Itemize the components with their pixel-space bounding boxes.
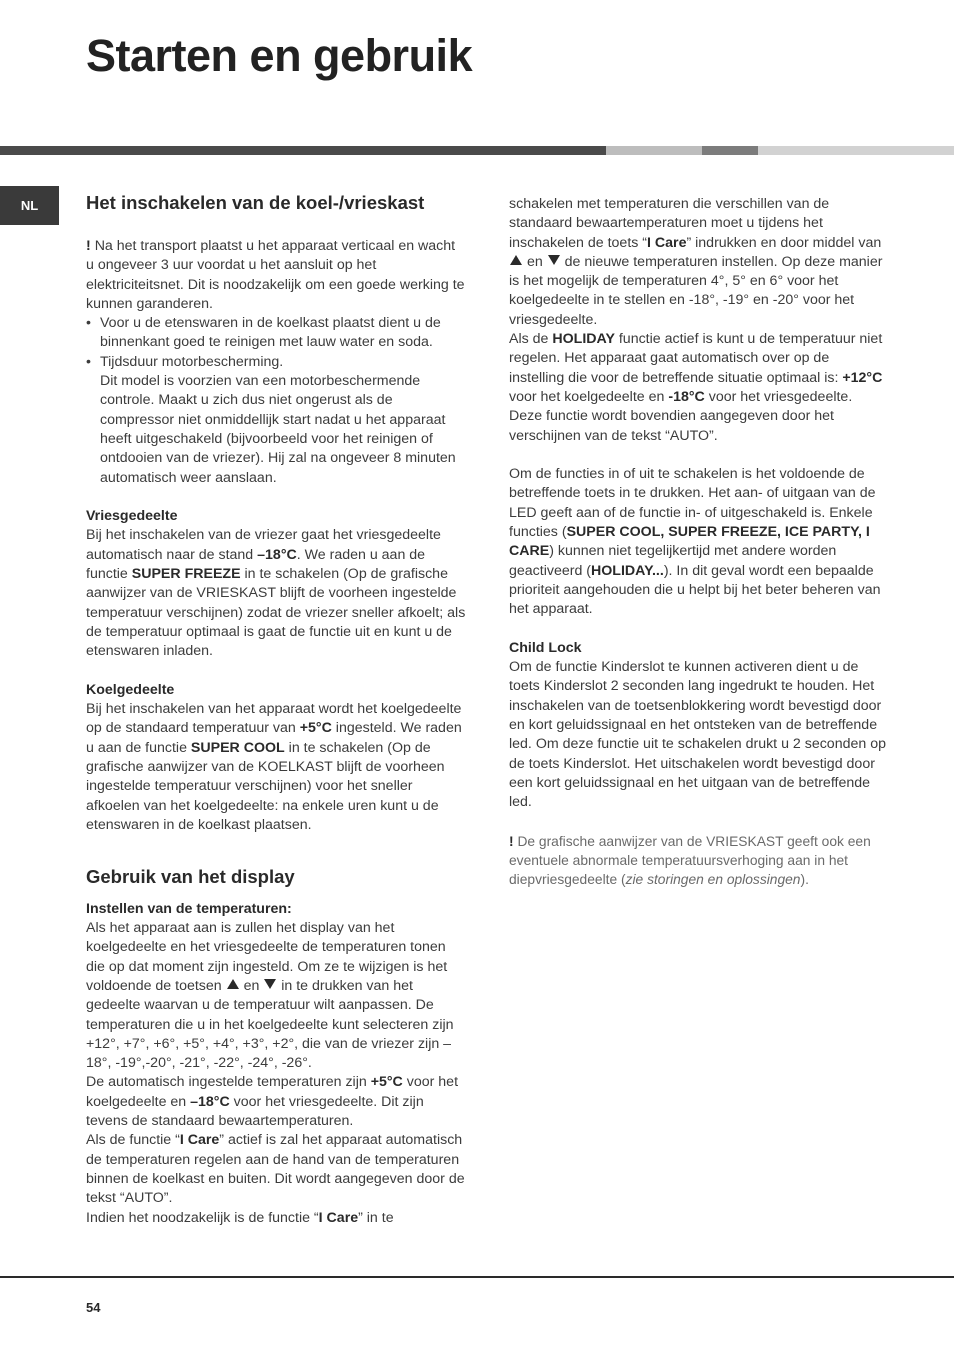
heading-fridge: Koelgedeelte: [86, 681, 175, 698]
child-lock-paragraph: Om de functie Kinderslot te kunnen activeren dient u de toets Kinderslot 2 seconden lang ingedrukt te houden. Het inschakelen van de toetsenblokkering wordt bevestigd door en kort geluidssignaal en het ontsteken van de betreffende led. Om deze functie uit te schakelen drukt u 2 seconden op de toets Kinderslot. Het uitschakelen wordt bevestigd door een kort geluidssignaal en het uitgaan van de betreffende led.: [509, 659, 886, 811]
warning-mark: !: [86, 238, 91, 254]
freezer-paragraph: Bij het inschakelen van de vriezer gaat het vriesgedeelte automatisch naar de stand –18°C. We raden u aan de functie SUPER FREEZE in te schakelen (Op de grafische aanwijzer van de VRIESKAST blijft de voorheen ingestelde temperatuur verschijnen) zodat de vriezer sneller afkoelt; als de temperatuur optimaal is gaat de functie uit en kunt u de etenswaren inladen.: [86, 527, 466, 660]
bullet-motor: [86, 353, 466, 372]
temperature-paragraph: Als het apparaat aan is zullen het display van het koelgedeelte en het vriesgedeelte de temperaturen tonen die op dat moment zijn ingesteld. Om ze te wijzigen is het voldoende de toetsen en in te drukken van het gedeelte waarvan u de temperatuur wilt aanpassen. De temperaturen die u in het koelgedeelte kunt selecteren zijn +12°, +7°, +6°, +5°, +4°, +3°, +2°, die van de vriezer zijn –18°, -19°,-20°, -21°, -22°, -24°, -26°.: [86, 920, 454, 1072]
language-tab: NL: [0, 186, 59, 225]
bullet-clean: [86, 314, 466, 353]
warning-mark: !: [509, 833, 514, 849]
footer-rule: [0, 1276, 954, 1278]
default-temperature-paragraph: De automatisch ingestelde temperaturen zijn +5°C voor het koelgedeelte en –18°C voor het vriesgedeelte. Dit zijn tevens de standaard bewaartemperaturen.: [86, 1074, 459, 1130]
intro-text: Na het transport plaatst u het apparaat verticaal en wacht u ongeveer 3 uur voordat u het aansluit op het elektriciteitsnet. Dit is noodzakelijk om een goede werking te kunnen garanderen.: [86, 238, 465, 312]
left-column: [86, 237, 466, 1228]
bullet-text: Tijdsduur motorbescherming.: [100, 353, 284, 370]
motor-detail: Dit model is voorzien van een motorbeschermende controle. Maakt u zich dus niet ongerust als de compressor niet onmiddellijk start nadat u het apparaat heeft uitgeschakeld (bijvoorbeeld voor het reinigen of ontdooien van de vriezer). Hij zal na ongeveer 8 minuten automatisch weer aanslaan.: [100, 373, 456, 486]
heading-switch-on: Het inschakelen van de koel-/vrieskast: [86, 192, 425, 213]
bullet-text: Voor u de etenswaren in de koelkast plaatst dient u de binnenkant goed te reinigen met lauw water en soda.: [100, 315, 441, 351]
triangle-up-icon: [510, 255, 522, 265]
icare-setting-paragraph: schakelen met temperaturen die verschillen van de standaard bewaartemperaturen moet u tijdens het inschakelen de toets “I Care” indrukken en door middel van en de nieuwe temperaturen instellen. Op deze manier is het mogelijk de temperaturen 4°, 5° en 6° voor het koelgedeelte in te stellen en -18°, -19° en -20° voor het vriesgedeelte.: [509, 196, 883, 328]
intro-paragraph: [86, 237, 466, 314]
triangle-down-icon: [548, 255, 560, 265]
right-column: [509, 195, 887, 890]
triangle-up-icon: [227, 979, 239, 989]
bullet-mark: •: [86, 315, 91, 332]
header-bar-dark: [0, 146, 606, 155]
header-bar-mid: [702, 146, 758, 155]
triangle-down-icon: [264, 979, 276, 989]
page-title: Starten en gebruik: [86, 30, 473, 81]
icare-paragraph: Als de functie “I Care” actief is zal het apparaat automatisch de temperaturen regelen aan de hand van de temperaturen binnen de koelkast en buiten. Dit wordt aangegeven door de tekst “AUTO”.: [86, 1132, 465, 1207]
functions-paragraph: Om de functies in of uit te schakelen is het voldoende de betreffende toets in te drukken. Het aan- of uitgaan van de LED geeft aan of de functie in- of uitgeschakeld is. Enkele functies (SUPER COOL, SUPER FREEZE, ICE PARTY, I CARE) kunnen niet tegelijkertijd met andere worden geactiveerd (HOLIDAY...). In dit geval wordt een bepaalde prioriteit aangehouden die u helpt bij het beter beheren van het apparaat.: [509, 466, 881, 618]
holiday-paragraph: Als de HOLIDAY functie actief is kunt u de temperatuur niet regelen. Het apparaat gaat automatisch over op de instelling die voor de betreffende situatie optimaal is: +12°C voor het koelgedeelte en -18°C voor het vriesgedeelte. Deze functie wordt bovendien aangegeven door het verschijnen van de tekst “AUTO”.: [509, 331, 883, 444]
heading-child-lock: Child Lock: [509, 639, 582, 656]
header-bar-light: [606, 146, 702, 155]
fridge-paragraph: Bij het inschakelen van het apparaat wordt het koelgedeelte op de standaard temperatuur van +5°C ingesteld. We raden u aan de functie SUPER COOL in te schakelen (Op de grafische aanwijzer van de KOELKAST blijft de voorheen ingestelde temperatuur verschijnen) voor het sneller afkoelen van het koelgedeelte: na enkele uren kunt u de etenswaren in de koelkast plaatsen.: [86, 701, 462, 833]
header-bar-pale: [758, 146, 954, 155]
freezer-alarm-note: ! De grafische aanwijzer van de VRIESKAST geeft ook een eventuele abnormale temperatuursverhoging aan in het diepvriesgedeelte (zie storingen en oplossingen).: [509, 833, 871, 888]
heading-set-temperature: Instellen van de temperaturen:: [86, 900, 292, 917]
heading-freezer: Vriesgedeelte: [86, 508, 178, 525]
icare-continued-paragraph: Indien het noodzakelijk is de functie “I Care” in te: [86, 1209, 394, 1226]
page-number: 54: [86, 1300, 101, 1315]
heading-display: Gebruik van het display: [86, 865, 295, 887]
bullet-mark: •: [86, 353, 91, 370]
